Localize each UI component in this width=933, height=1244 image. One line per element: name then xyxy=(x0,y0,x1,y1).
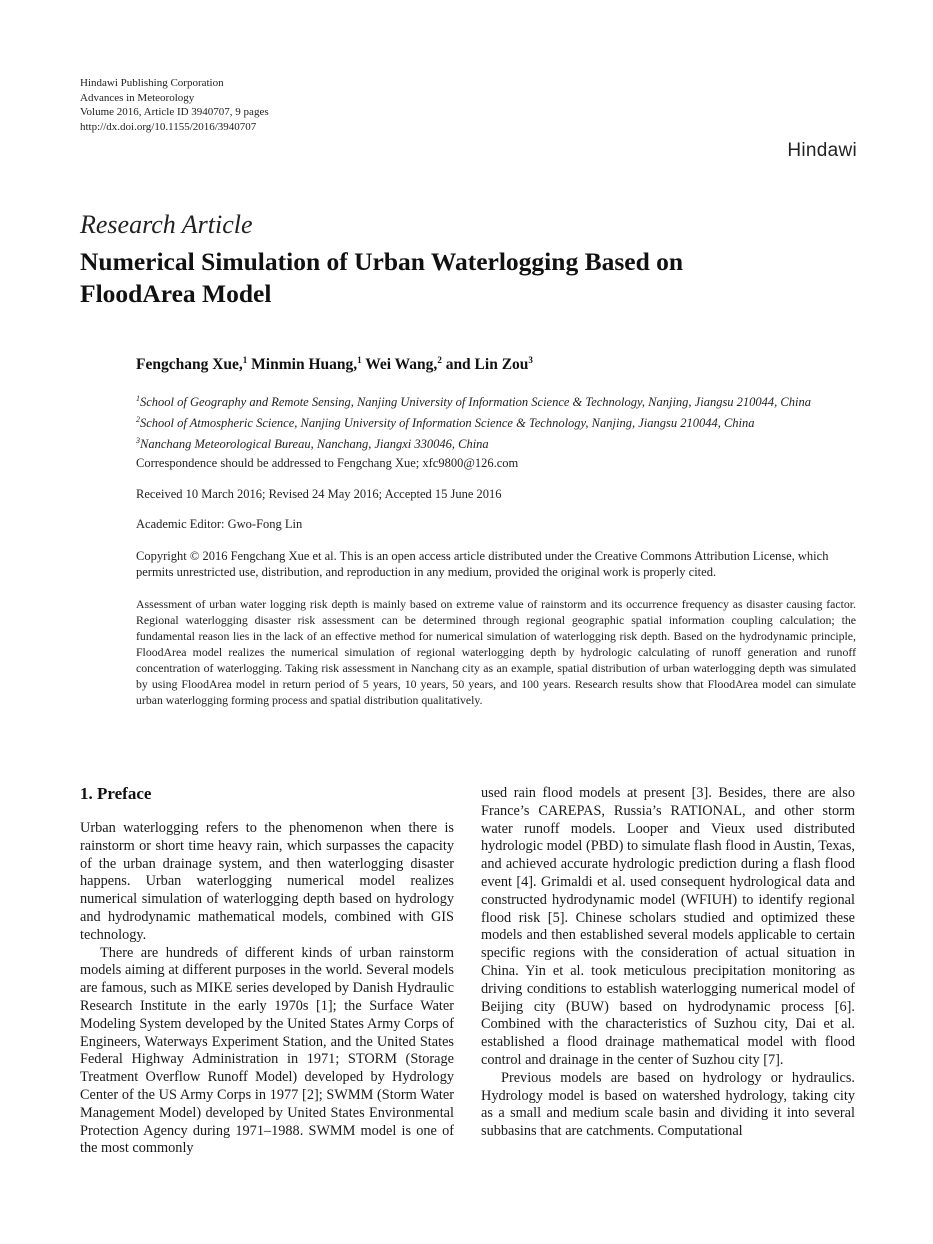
body-paragraph: Urban waterlogging refers to the phenomenon when there is rainstorm or short time heavy rain, which surpasses the capacity of the urban drainage system, and then waterlogging disaster happens. Urban waterlogging numerical model realizes numerical simulation of waterlogging depth based on hydrology and hydrodynamic mathematical models, combined with GIS technology. xyxy=(80,820,454,943)
author-affiliation-mark: 1 xyxy=(242,355,248,365)
volume-info: Volume 2016, Article ID 3940707, 9 pages xyxy=(80,106,269,118)
body-paragraph: used rain flood models at present [3]. Besides, there are also France’s CAREPAS, Russia’s RATIONAL, and other storm water runoff models. Looper and Vieux used distributed hydrologic model (PBD) to simulate flash flood in Austin, Texas, and achieved accurate hydrologic prediction during a flash flood event [4]. Grimaldi et al. used consequent hydrological data and constructed hydrodynamic model (WFIUH) to identify regional flood risk [5]. Chinese scholars studied and optimized these models and then established several models applicable to certain specific regions with the consideration of actual situation in China. Yin et al. took meticulous precipitation monitoring as driving conditions to establish waterlogging numerical model of Beijing city (BUW) based on hydrodynamic process [6]. Combined with the characteristics of Suzhou city, Dai et al. established a flood drainage mathematical model with flood control and drainage in the center of Suzhou city [7]. xyxy=(481,785,855,1068)
publisher-name: Hindawi Publishing Corporation xyxy=(80,77,224,89)
author-name: and Lin Zou xyxy=(445,356,529,374)
section-heading: 1. Preface xyxy=(80,784,152,803)
abstract: Assessment of urban water logging risk depth is mainly based on extreme value of rainstorm and its occurrence frequency as disaster causing factor. Regional waterlogging disaster risk assessment can be determined through regional geographic spatial information coupling calculation; the fundamental reason lies in the lack of an effective method for numerical simulation of waterlogging risk depth. Based on the hydrodynamic principle, FloodArea model realizes the numerical simulation of regional waterlogging depth by hydrologic calculating of runoff generation and runoff concentration of waterlogging. Taking risk assessment in Nanchang city as an example, spatial distribution of urban waterlogging depth was simulated by using FloodArea model in return period of 5 years, 10 years, 50 years, and 100 years. Research results show that FloodArea model can simulate urban waterlogging forming process and spatial distribution qualitatively. xyxy=(136,597,856,707)
affiliation: $^1$School of Geography and Remote Sensing, Nanjing University of Information Science & Technology, Nanjing, Jiangsu 210044, China xyxy=(136,394,811,410)
doi-link[interactable]: http://dx.doi.org/10.1155/2016/3940707 xyxy=(80,120,257,133)
hindawi-logo: Hindawi xyxy=(787,140,857,161)
journal-meta xyxy=(80,76,269,134)
affiliation: $^3$Nanchang Meteorological Bureau, Nanchang, Jiangxi 330046, China xyxy=(136,436,489,452)
academic-editor: Academic Editor: Gwo-Fong Lin xyxy=(136,517,303,531)
article-title: Numerical Simulation of Urban Waterlogging Based on FloodArea Model xyxy=(80,247,684,308)
body-column-left xyxy=(80,820,454,1158)
author-name: Wei Wang, xyxy=(365,356,438,374)
author-name: Fengchang Xue, xyxy=(136,356,243,374)
author-affiliation-mark: 3 xyxy=(528,355,533,365)
copyright-notice: Copyright © 2016 Fengchang Xue et al. This is an open access article distributed under the Creative Commons Attribution License, which permits unrestricted use, distribution, and reproduction in any medium, provided the original work is properly cited. xyxy=(136,549,829,579)
received-dates: Received 10 March 2016; Revised 24 May 2016; Accepted 15 June 2016 xyxy=(136,487,502,501)
author-affiliation-mark: 2 xyxy=(437,355,442,365)
author-affiliation-mark: 1 xyxy=(357,355,362,365)
author-name: Minmin Huang, xyxy=(251,356,358,374)
journal-name: Advances in Meteorology xyxy=(80,91,195,104)
correspondence: Correspondence should be addressed to Fengchang Xue; xfc9800@126.com xyxy=(136,456,519,470)
body-paragraph: There are hundreds of different kinds of urban rainstorm models aiming at different purposes in the world. Several models are famous, such as MIKE series developed by Danish Hydraulic Research Institute in the early 1970s [1]; the Surface Water Modeling System developed by the United States Army Corps of Engineers, Waterways Experiment Station, and the United States Federal Highway Administration in 1971; STORM (Storage Treatment Overflow Runoff Model) developed by Hydrology Center of the US Army Corps in 1977 [2]; SWMM (Storm Water Management Model) developed by United States Environmental Protection Agency during 1971–1988. SWMM model is one of the most commonly xyxy=(80,944,454,1157)
article-type: Research Article xyxy=(80,210,253,239)
affiliation: $^2$School of Atmospheric Science, Nanjing University of Information Science & Technology, Nanjing, Jiangsu 210044, China xyxy=(136,415,755,431)
body-paragraph: Previous models are based on hydrology or hydraulics. Hydrology model is based on watershed hydrology, taking city as a small and medium scale basin and dividing it into several subbasins that are catchments. Computational xyxy=(481,1069,855,1140)
body-column-right xyxy=(481,785,855,1141)
affiliation-list xyxy=(136,390,811,453)
author-list xyxy=(136,355,533,374)
